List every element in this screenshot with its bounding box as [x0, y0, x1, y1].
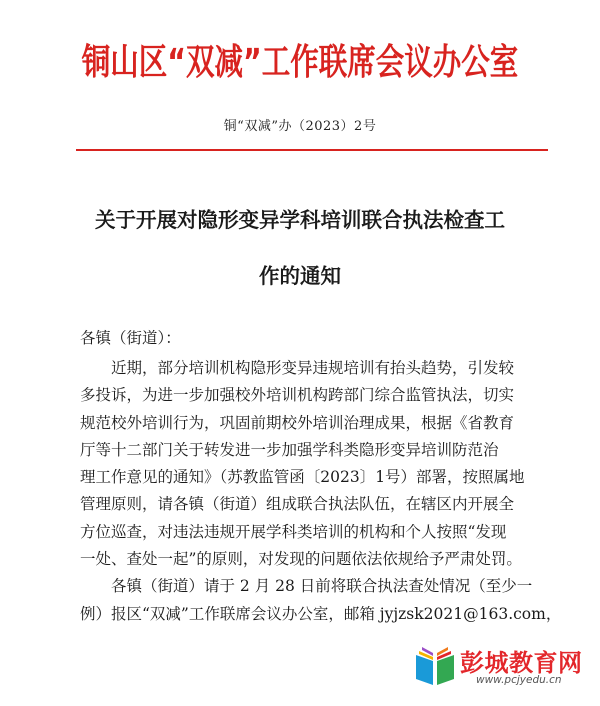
notice-title-line-2: 作的通知 [259, 264, 341, 288]
body-line: 近期，部分培训机构隐形变异违规培训有抬头趋势，引发较 [111, 359, 515, 377]
body-line: 各镇（街道）请于 2 月 28 日前将联合执法查处情况（至少一 [111, 577, 533, 596]
body-line: 厅等十二部门关于转发进一步加强学科类隐形变异培训防范治 [80, 440, 499, 459]
body-line: 例）报区“双减”工作联席会议办公室，邮箱 jyjzsk2021@163.com， [80, 604, 562, 623]
open-book-icon [412, 645, 458, 687]
office-header-title: 铜山区“双减”工作联席会议办公室 [81, 41, 519, 83]
body-line: 理工作意见的通知》（苏教监管函〔2023〕1号）部署，按照属地 [80, 468, 525, 487]
watermark-name: 彭城教育网 [460, 649, 583, 677]
body-line: 规范校外培训行为，巩固前期校外培训治理成果，根据《省教育 [80, 413, 515, 432]
notice-title-line-1: 关于开展对隐形变异学科培训联合执法检查工 [95, 208, 505, 232]
watermark-logo [412, 643, 592, 693]
body-line: 多投诉，为进一步加强校外培训机构跨部门综合监管执法，切实 [80, 386, 515, 405]
watermark-url: www.pcjyedu.cn [476, 674, 562, 686]
body-line: 一处、查处一起”的原则，对发现的问题依法依规给予严肃处罚。 [80, 550, 522, 569]
body-text [80, 355, 580, 628]
body-line: 管理原则，请各镇（街道）组成联合执法队伍，在辖区内开展全 [80, 495, 515, 514]
document-number: 铜“双减”办（2023）2号 [223, 119, 377, 134]
salutation: 各镇（街道）： [80, 329, 181, 347]
red-divider-line [76, 149, 548, 151]
body-line: 方位巡查，对违法违规开展学科类培训的机构和个人按照“发现 [80, 522, 507, 541]
